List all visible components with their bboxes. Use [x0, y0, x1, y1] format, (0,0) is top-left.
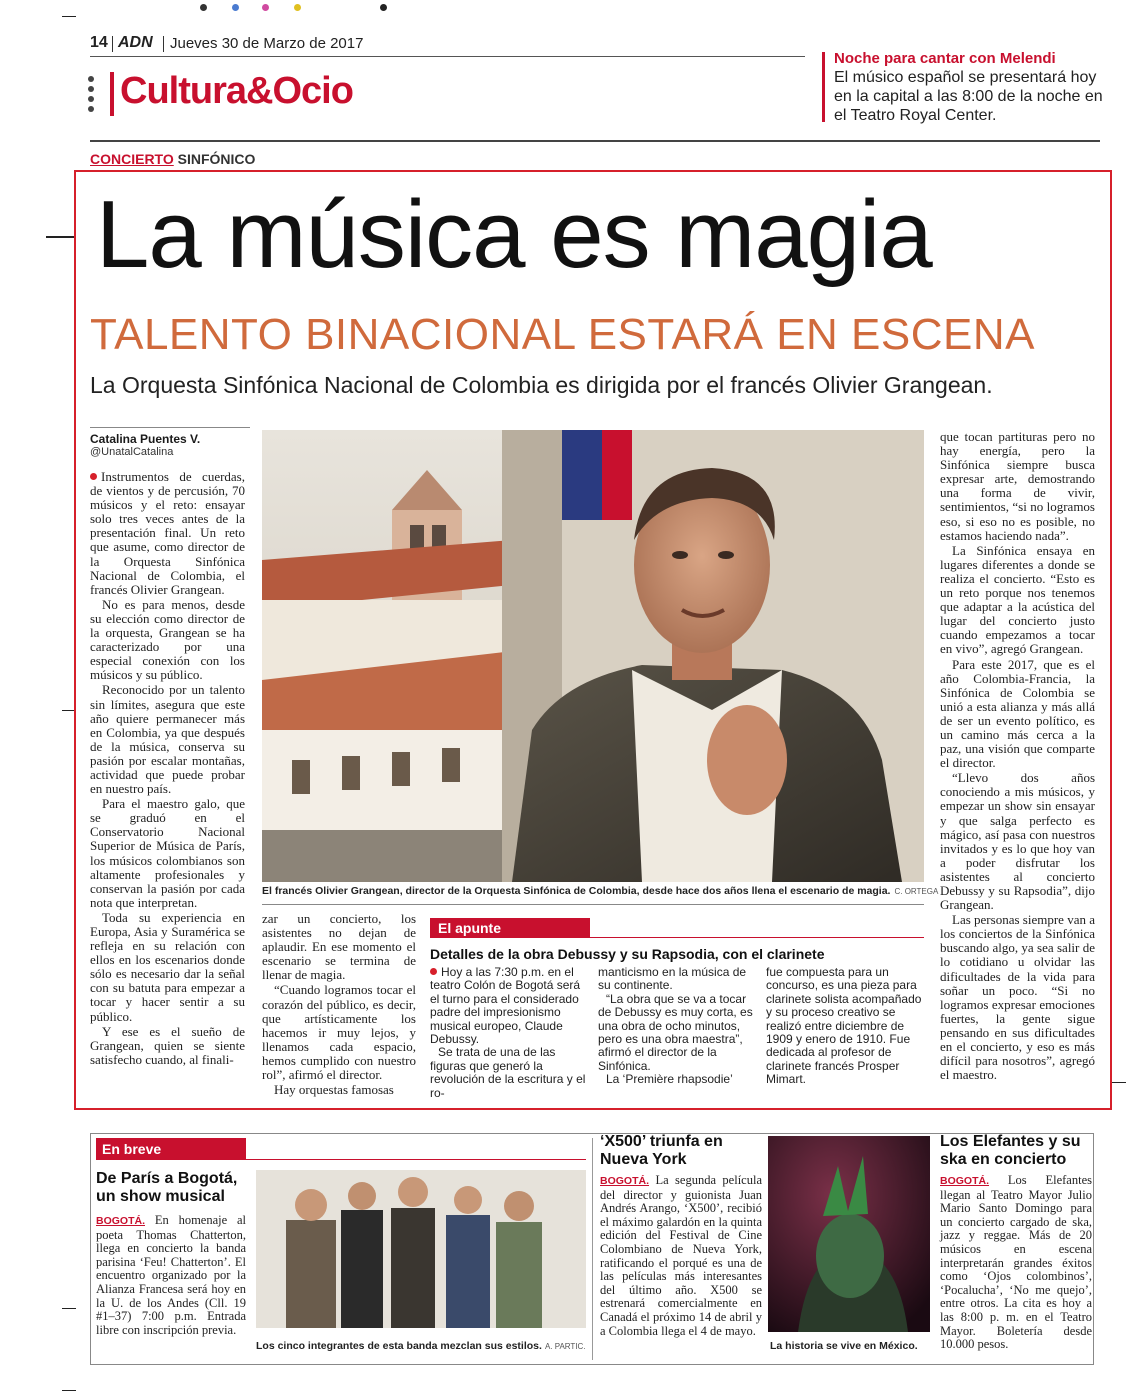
- registration-dot: [294, 4, 301, 11]
- paragraph-text: Instrumentos de cuerdas, de vientos y de percusión, 70 músicos y el reto: ensayar solo tres veces antes de la presentación final. Un reto que asume, como director de la Orquesta Sinfónica Nacional de Colombia, el francés Olivier Grangean.: [90, 469, 245, 597]
- teaser-text: El músico español se presentará hoy en la capital a las 8:00 de la noche en el Teatro Royal Center.: [834, 69, 1103, 124]
- page-number: 14: [90, 34, 108, 51]
- breve-title-3: Los Elefantes y su ska en concierto: [940, 1133, 1081, 1168]
- header-separator: [163, 36, 164, 52]
- breve-text-1: [96, 1214, 246, 1337]
- film-photo-caption: La historia se vive en México.: [770, 1340, 918, 1352]
- en-breve-label: En breve: [96, 1138, 246, 1160]
- breve-title-2: ‘X500’ triunfa en Nueva York: [600, 1133, 723, 1168]
- paragraph: [90, 470, 245, 597]
- film-photo: [768, 1136, 930, 1332]
- paragraph: Hay orquestas famosas: [274, 1082, 394, 1098]
- paragraph: Y ese es el sueño de Grangean, quien se siente satisfecho cuando, al finali-: [90, 1023, 245, 1067]
- crop-mark: [62, 16, 76, 17]
- teaser-title: Noche para cantar con Melendi: [834, 50, 1056, 67]
- photo-caption: [262, 885, 939, 897]
- film-photo-illustration: [768, 1136, 930, 1332]
- author-handle: @UnatalCatalina: [90, 446, 174, 458]
- breve-body: En homenaje al poeta Thomas Chatterton, llega en concierto la banda parisina ‘Feu! Chatterton’. El encuentro organizado por la Alianza Francesa será hoy en la U. de los Andes (Cll. 19 #1–37) 7:00 p.m. Entrada libre con inscripción previa.: [96, 1213, 247, 1337]
- photo-credit: A. PARTIC.: [544, 1342, 586, 1351]
- article-column-1: [90, 470, 245, 1068]
- kicker-sub: SINFÓNICO: [177, 151, 256, 167]
- header-separator: [112, 36, 113, 52]
- kicker-main: CONCIERTO: [90, 151, 174, 167]
- paragraph: manticismo en la música de su continente.: [598, 965, 747, 993]
- paragraph: Toda su experiencia en Europa, Asia y Suramérica se refleja en su relación con ellos en los escenarios donde sólo es necesario dar la señal con su batuta para empezar a tocar y hacer sentir a su público.: [90, 909, 245, 1024]
- paragraph: La Sinfónica ensaya en lugares diferentes a donde se realiza el concierto. “Esto es un reto porque nos tenemos que adaptar a la acústica del lugar del concierto justo cuando empezamos a tocar en vivo”, agregó Grangean.: [940, 542, 1095, 657]
- apunte-column-2: [598, 966, 758, 1087]
- teaser-accent-bar: [822, 52, 825, 122]
- crop-mark: [62, 1308, 76, 1309]
- caption-rule: [262, 904, 924, 905]
- article-headline: La música es magia: [96, 181, 932, 288]
- en-breve-rule: [246, 1159, 586, 1160]
- paragraph: Las personas siempre van a los conciertos de la Sinfónica buscando algo, ya sea salir de lo cotidiano u olvidar las dificultades de la vida para soñar un poco. “Si no logramos expresar emociones fuertes, la gente sigue pensando en sus dificultades en el concierto, y eso es más difícil para nosotros”, agregó el maestro.: [940, 912, 1095, 1083]
- bullet-icon: [430, 968, 437, 975]
- article-kicker: [90, 151, 255, 167]
- paragraph: Para este 2017, que es el año Colombia-Francia, la Sinfónica de Colombia se unió a esta alianza y más allá de ser un evento político, es un camino más cerca a la paz, una visión que comparte el director.: [940, 656, 1095, 771]
- paragraph: No es para menos, desde su elección como director de la orquesta, Grangean se ha caracterizado por una especial conexión con los músicos y su público.: [90, 596, 245, 683]
- bullet-icon: [90, 473, 97, 480]
- apunte-title: Detalles de la obra Debussy y su Rapsodia, con el clarinete: [430, 946, 825, 962]
- paragraph: que tocan partituras pero no hay energía, pero la Sinfónica siempre busca expresar arte, demostrando una forma de vivir, sentimientos, “si no logramos eso, si eso no es posible, no estamos haciendo nada”.: [940, 429, 1095, 543]
- apunte-column-1: [430, 966, 590, 1100]
- paragraph: [430, 966, 590, 1046]
- photo-credit: C. ORTEGA: [894, 887, 939, 896]
- article-photo: [262, 430, 924, 882]
- registration-dot: [380, 4, 387, 11]
- breve-body: Los Elefantes llegan al Teatro Mayor Julio Mario Santo Domingo para un concierto cargado de ska, jazz y reggae. Más de 20 músicos en escena interpretarán grandes éxitos como ‘Ojos colombinos’, ‘Pocalucha’, ‘No me quejo’, entre otros. La cita es hoy a las 8:00 p. m. en el Teatro Mayor. Boletería desde 10.000 pesos.: [940, 1173, 1092, 1352]
- header-rule: [90, 56, 805, 57]
- article-column-right: [940, 430, 1095, 1083]
- paragraph: “Llevo dos años conociendo a mis músicos, y empezar un show sin ensayar y que salga perfecto es mágico, así pasa con nuestros invitados y es lo que hoy van a poder disfrutar los asistentes al concierto Debussy y su Rapsodia”, dijo Grangean.: [940, 770, 1095, 913]
- breve-title-1: De París a Bogotá, un show musical: [96, 1170, 238, 1205]
- paragraph: zar un concierto, los asistentes no dejan de aplaudir. En ese momento el escenario se termina de llenar de magia.: [262, 911, 416, 983]
- column-separator: [592, 1138, 593, 1360]
- crop-mark: [46, 236, 74, 238]
- conductor-photo-illustration: [262, 430, 924, 882]
- band-photo-illustration: [256, 1170, 586, 1328]
- brand-logo: ADN: [118, 34, 153, 51]
- section-rule: [90, 140, 1100, 142]
- article-column-2: [262, 912, 416, 1098]
- paragraph: Para el maestro galo, que se graduó en el Conservatorio Nacional Superior de Música de París, los músicos colombianos son altamente profesionales y conservan la pasión por cada nota que interpretan.: [90, 796, 245, 910]
- paragraph: Se trata de una de las figuras que generó la revolución de la escritura y el ro-: [430, 1045, 586, 1100]
- registration-dot: [232, 4, 239, 11]
- apunte-label: El apunte: [430, 918, 590, 938]
- city-label: BOGOTÁ.: [96, 1215, 145, 1227]
- paragraph: Reconocido por un talento sin límites, asegura que este año quiere permanecer más en Colombia, ya que después de la música, conserva su pasión por escalar montañas, actividad que puede probar en nuestro país.: [90, 682, 245, 797]
- article-subhead: TALENTO BINACIONAL ESTARÁ EN ESCENA: [90, 310, 1035, 359]
- breve-text-3: [940, 1174, 1092, 1352]
- apunte-rule: [590, 937, 924, 938]
- paragraph: fue compuesta para un concurso, es una pieza para clarinete solista acompañado y su proceso creativo se realizó entre diciembre de 1909 y enero de 1910. Fue dedicada al profesor de clarinete francés Prosper Mimart.: [766, 965, 922, 1087]
- crop-mark: [1112, 1082, 1126, 1083]
- paragraph: “Cuando logramos tocar el corazón del público, es decir, que artísticamente los hacemos ir muy lejos, y llenamos cada espacio, hemos cumplido con nuestro rol”, afirmó el director.: [262, 982, 416, 1083]
- paragraph-text: Hoy a las 7:30 p.m. en el teatro Colón de Bogotá será el turno para el considerado padre del impresionismo musical europeo, Claude Debussy.: [430, 965, 581, 1047]
- city-label: BOGOTÁ.: [600, 1175, 649, 1187]
- issue-date: Jueves 30 de Marzo de 2017: [170, 35, 364, 52]
- section-accent-bar: [110, 72, 114, 116]
- band-photo-caption: [256, 1340, 586, 1352]
- article-author: Catalina Puentes V.: [90, 432, 201, 446]
- breve-text-2: [600, 1174, 762, 1338]
- caption-text: Los cinco integrantes de esta banda mezclan sus estilos.: [256, 1340, 542, 1352]
- city-label: BOGOTÁ.: [940, 1175, 989, 1187]
- section-dots-icon: [88, 76, 94, 116]
- caption-text: El francés Olivier Grangean, director de la Orquesta Sinfónica de Colombia, desde hace dos años llena el escenario de magia.: [262, 885, 891, 897]
- registration-dot: [200, 4, 207, 11]
- apunte-column-3: [766, 966, 926, 1087]
- crop-mark: [62, 1390, 76, 1391]
- section-title: Cultura&Ocio: [120, 70, 353, 112]
- article-deck: La Orquesta Sinfónica Nacional de Colombia es dirigida por el francés Olivier Grangean.: [90, 372, 993, 398]
- paragraph: La ‘Première rhapsodie’: [606, 1072, 733, 1087]
- byline-rule: [90, 427, 250, 428]
- paragraph: “La obra que se va a tocar de Debussy es muy corta, es una obra de ocho minutos, pero es una obra maestra”, afirmó el director de la Sinfónica.: [598, 991, 753, 1073]
- band-photo: [256, 1170, 586, 1328]
- breve-body: La segunda película del director y guionista Juan Andrés Arango, ‘X500’, recibió el máximo galardón en la quinta edición del Festival de Cine Colombiano de Nueva York, ratificando el porqué es una de las películas más interesantes del último año. X500 se estrenará comercialmente en Canadá el próximo 14 de abril y a Colombia llega el 4 de mayo.: [600, 1173, 762, 1338]
- registration-dot: [262, 4, 269, 11]
